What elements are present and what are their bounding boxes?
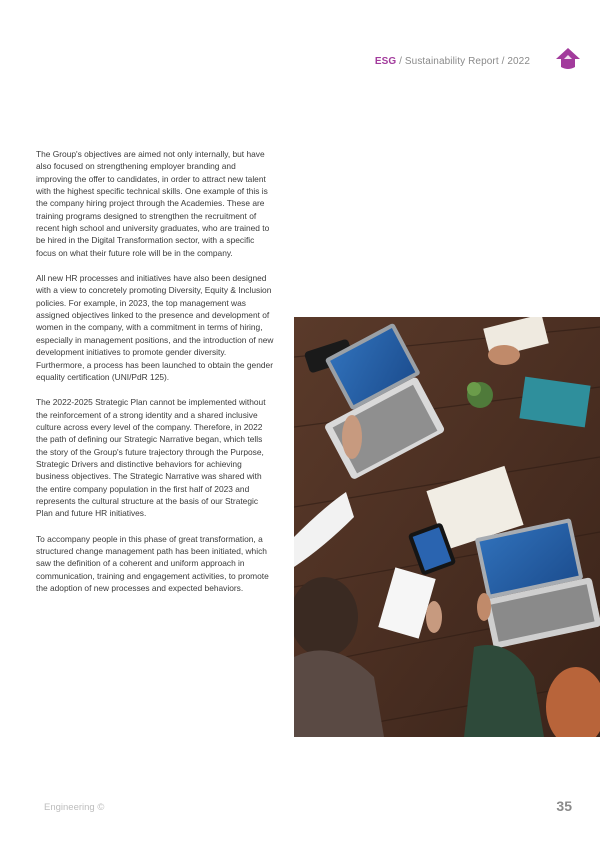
paragraph-1: The Group's objectives are aimed not only internally, but have also focused on strengthening employer branding and improving the offer to candidates, in order to attract new talent with the highest specific technical skills. One example of this is the company hiring project through the Academies. These are training programs designed to strengthen the recruitment of recent high school and university graduates, who are trained to be hired in the Digital Transformation sector, with a specific focus on what their future role will be in the company.	[36, 149, 270, 258]
paragraph-4: To accompany people in this phase of great transformation, a structured change management path has been initiated, which saw the definition of a coherent and uniform approach in communication, training and engagement activities, to promote the adoption of new processes and expected behaviors.	[36, 533, 269, 593]
company-logo-icon	[555, 47, 581, 71]
header-report-title: / Sustainability Report / 2022	[396, 56, 530, 67]
header-section-label: ESG	[374, 56, 397, 67]
page-number: 35	[556, 798, 572, 814]
team-meeting-photo	[294, 317, 600, 737]
team-meeting-illustration	[294, 317, 600, 737]
body-text	[36, 148, 274, 607]
paragraph-3: The 2022-2025 Strategic Plan cannot be implemented without the reinforcement of a strong identity and a shared inclusive culture across every level of the company. Therefore, in 2022 the path of defining our Strategic Narrative began, which tells the story of the Group's future trajectory through the Purpose, Strategic Drivers and distinctive behaviors for achieving business objectives. The Strategic Narrative was shared with the entire company population in the first half of 2023 and represents the cultural structure at the basis of our Strategic Plan and future HR initiatives.	[36, 397, 266, 519]
report-header	[375, 56, 530, 67]
footer-brand: Engineering ©	[44, 802, 105, 813]
paragraph-2: All new HR processes and initiatives have also been designed with a view to concretely promoting Diversity, Equity & Inclusion policies. For example, in 2023, the top management was assigned objectives linked to the presence and development of women in the company, with a commitment in terms of hiring, especially in management positions, and the introduction of new development initiatives to promote gender diversity. Furthermore, a process has been launched to obtain the gender equality certification (UNI/PdR 125).	[36, 273, 274, 382]
